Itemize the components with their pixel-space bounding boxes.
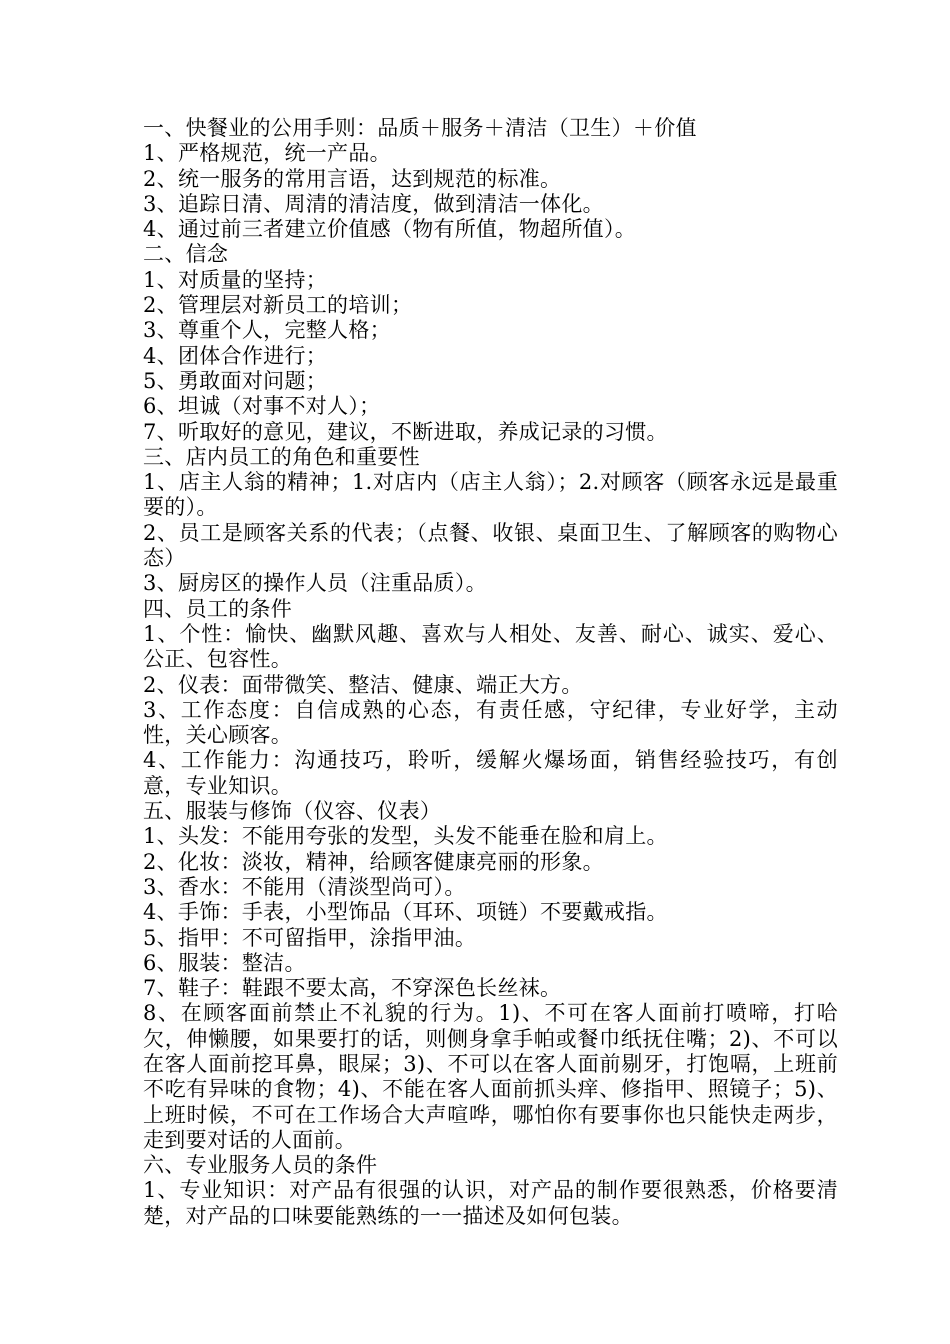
section-heading: 三、店内员工的角色和重要性: [143, 444, 420, 469]
paragraph: 2、仪表：面带微笑、整洁、健康、端正大方。: [143, 672, 583, 697]
paragraph: 1、头发：不能用夸张的发型，头发不能垂在脸和肩上。: [143, 824, 668, 849]
paragraph: 3、香水：不能用（清淡型尚可）。: [143, 874, 466, 899]
paragraph: 5、勇敢面对问题；: [143, 368, 328, 393]
section-heading: 六、专业服务人员的条件: [143, 1153, 378, 1178]
paragraph: 2、员工是顾客关系的代表；（点餐、收银、桌面卫生、了解顾客的购物心态）: [143, 520, 838, 571]
paragraph: 4、团体合作进行；: [143, 343, 328, 368]
paragraph: 3、工作态度：自信成熟的心态，有责任感，守纪律，专业好学，主动性，关心顾客。: [143, 697, 838, 748]
paragraph: 3、厨房区的操作人员（注重品质）。: [143, 571, 487, 596]
paragraph: 7、听取好的意见，建议，不断进取，养成记录的习惯。: [143, 419, 668, 444]
paragraph: 6、坦诚（对事不对人）；: [143, 394, 381, 419]
paragraph: 1、专业知识：对产品有很强的认识，对产品的制作要很熟悉，价格要清楚，对产品的口味要能熟练的一一描述及如何包装。: [143, 1178, 838, 1228]
paragraph: 4、手饰：手表，小型饰品（耳环、项链）不要戴戒指。: [143, 900, 668, 925]
paragraph: 1、店主人翁的精神；1.对店内（店主人翁）；2.对顾客（顾客永远是最重要的）。: [143, 470, 838, 520]
paragraph: 1、对质量的坚持；: [143, 267, 328, 292]
paragraph: 5、指甲：不可留指甲，涂指甲油。: [143, 925, 477, 950]
paragraph: 1、个性：愉快、幽默风趣、喜欢与人相处、友善、耐心、诚实、爱心、公正、包容性。: [143, 621, 838, 672]
section-heading: 二、信念: [143, 242, 229, 267]
paragraph: 2、管理层对新员工的培训；: [143, 293, 413, 318]
paragraph: 2、化妆：淡妆，精神，给顾客健康亮丽的形象。: [143, 849, 604, 874]
paragraph: 1、严格规范，统一产品。: [143, 141, 391, 166]
paragraph: 3、尊重个人，完整人格；: [143, 318, 391, 343]
paragraph: 4、通过前三者建立价值感（物有所值，物超所值）。: [143, 217, 637, 242]
section-heading: 一、快餐业的公用手则：品质＋服务＋清洁（卫生）＋价值: [143, 116, 697, 140]
section-heading: 四、员工的条件: [143, 596, 293, 621]
paragraph: 8、在顾客面前禁止不礼貌的行为。1)、不可在客人面前打喷啼，打哈欠，伸懒腰，如果要打的话，则侧身拿手帕或餐巾纸抚住嘴；2)、不可以在客人面前挖耳鼻，眼屎；3)、不可以在客人面前剔牙，打饱嗝，上班前不吃有异味的食物；4)、不能在客人面前抓头痒、修指甲、照镜子；5)、上班时候，不可在工作场合大声喧哗，哪怕你有要事你也只能快走两步，走到要对话的人面前。: [143, 1001, 838, 1152]
paragraph: 4、工作能力：沟通技巧，聆听，缓解火爆场面，销售经验技巧，有创意，专业知识。: [143, 748, 838, 798]
paragraph: 7、鞋子：鞋跟不要太高，不穿深色长丝袜。: [143, 976, 562, 1001]
document-body: [143, 116, 838, 1229]
section-heading: 五、服装与修饰（仪容、仪表）: [143, 799, 442, 824]
paragraph: 2、统一服务的常用言语，达到规范的标准。: [143, 166, 562, 191]
paragraph: 3、追踪日清、周清的清洁度，做到清洁一体化。: [143, 191, 604, 216]
paragraph: 6、服装：整洁。: [143, 950, 306, 975]
